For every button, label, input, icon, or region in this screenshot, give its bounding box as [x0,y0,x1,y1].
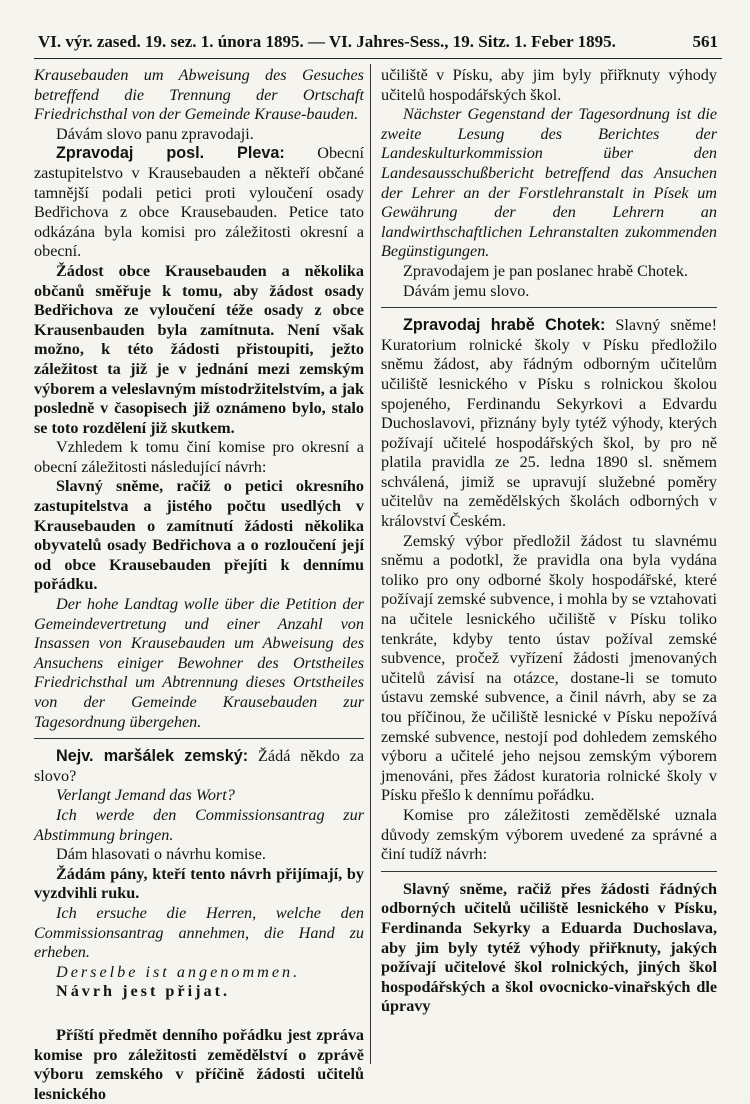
paragraph [381,105,717,262]
column-divider [370,64,371,1064]
paragraph-text: Ich ersuche die Herren, welche den Commissionsantrag annehmen, die Hand zu erheben. [34,903,364,962]
section-separator [381,871,717,872]
section-separator [34,738,364,739]
paragraph [34,66,364,125]
paragraph [381,66,717,105]
paragraph [34,904,364,963]
paragraph-text: Verlangt Jemand das Wort? [56,786,235,805]
paragraph-text: Obecní zastupitelstvo v Krausebauden a někteří občané tamnější podali petici proti vyloučení osady Bedřichova z obce Krausebauden. Petice tato odkázána byla komisi pro záležitosti okresní a obecní. [34,144,364,261]
paragraph-text: Der hohe Landtag wolle über die Petition der Gemeindevertretung und einer Anzahl von Insassen von Krausebauden um Abweisung des Ansuchens einiger Bewohner des Ortstheiles Friedrichsthal um Abtrennung dieses Ortstheiles von der Gemeinde Krausebauden zur Tagesordnung übergehen. [34,595,364,731]
paragraph [34,438,364,477]
paragraph-text: Vzhledem k tomu činí komise pro okresní a obecní záležitosti následující návrh: [34,438,364,476]
paragraph [34,125,364,145]
paragraph-text: Žádám pány, kteří tento návrh přijímají, by vyzdvihli ruku. [34,864,364,903]
paragraph [34,806,364,845]
paragraph [34,262,364,438]
paragraph-text: Slavný sněme, račiž přes žádosti řádných odborných učitelů učiliště lesnického v Písku, Ferdinanda Sekyrky a Eduarda Duchoslava, aby jim byly tytéž výhody přiřknuty, jakých požívají učitelové škol rolnických, jiných škol hospodářských a škol ovocnicko-vinařských dle úpravy [381,879,717,1016]
paragraph-text: Žádost obce Krausebauden a několika občanů směřuje k tomu, aby žádost osady Bedřichova ze vyloučení téže osady z obce Krausenbauden byla zamítnuta. Není však možno, k této žádosti přistoupiti, ježto záležitost ta již je v jednání mezi zemským výborem a veleslavným místodržitelstvím, a jak posledně v časopisech již oznámeno bylo, stalo se toto rozdělení již skutkem. [34,261,364,437]
header-rule [34,58,722,59]
paragraph-text: Návrh jest přijat. [56,982,231,1001]
left-column [34,66,364,1104]
paragraph [381,532,717,806]
paragraph-text: Žádá někdo za slovo? [34,747,365,785]
paragraph-text: Slavný sněme! Kuratorium rolnické školy v Písku předložilo sněmu žádost, aby řádným odborným učitelům učiliště lesnického v Písku s rolnickou školou spojeného, Ferdinandu Sekyrkovi a Edvardu Duchoslavovi, přiznány byly tytéž výhody, kterých požívají učitelé hospodářských škol, by pro ně platila pravidla ze 25. ledna 1890 sl. sněmem schválená, jimiž se upravují služebné poměry učitelův na zemědělských školách odborných v království Českém. [381,316,717,531]
section-separator [381,307,717,308]
paragraph-text: Příští předmět denního pořádku jest zpráva komise pro záležitosti zemědělství o zprávě výboru zemského v příčině žádosti učitelů lesnického [34,1025,364,1103]
paragraph [34,786,364,806]
speaker-name: Nejv. maršálek zemský: [56,747,249,766]
paragraph-text: Ich werde den Commissionsantrag zur Abstimmung bringen. [34,805,364,844]
paragraph-text: Krausebauden um Abweisung des Gesuches betreffend die Trennung der Ortschaft Friedrichsthal von der Gemeinde Krause-bauden. [34,66,364,124]
paragraph-text: Dám hlasovati o návrhu komise. [56,845,266,864]
paragraph-text: Komise pro záležitosti zemědělské uznala důvody zemským výborem uvedené za správné a činí tudíž návrh: [381,805,717,864]
paragraph [381,806,717,865]
paragraph-text: Dávám jemu slovo. [403,281,530,300]
right-column [381,66,717,1017]
paragraph-text: Dávám slovo panu zpravodaji. [56,124,254,143]
paragraph [34,747,364,786]
page-header [38,32,718,56]
speaker-name: Zpravodaj hrabě Chotek: [403,316,606,335]
paragraph [34,845,364,865]
paragraph [381,262,717,282]
paragraph [381,880,717,1017]
paragraph [34,982,364,1002]
paragraph [34,477,364,595]
paragraph [34,144,364,262]
paragraph-text: Nächster Gegenstand der Tagesordnung ist die zweite Lesung des Berichtes der Landeskulturkommission über den Landesausschußbericht betreffend das Ansuchen der Lehrer an der Forstlehranstalt in Písek um Gewährung der den Lehrern an landwirthschaftlichen Lehranstalten zukommenden Begünstigungen. [381,105,717,261]
speaker-name: Zpravodaj posl. Pleva: [56,144,285,163]
paragraph-text: Zemský výbor předložil žádost tu slavnému sněmu a podotkl, že pravidla ona byla vydána toliko pro ony odborné školy hospodářské, které požívají zemské subvence, i mohla by se vztahovati na učitele lesnického učiliště v Písku toliko tenkráte, kdyby tento ústav požíval zemské subvence, pročež vyřízení žádosti jmenovaných učitelů závisí na otázce, dostane-li se tomuto ústavu zemské subvence, a činil návrh, aby se za tou příčinou, že učiliště lesnické v Písku nepožívá zemské subvence, nestojí pod dohledem zemského výboru a učitelé jeho nejsou zemským výborem jmenováni, přes žádost kuratoria rolnické školy v Písku přešlo k dennímu pořádku. [381,531,717,805]
paragraph-text: Zpravodajem je pan poslanec hrabě Chotek. [403,261,688,280]
paragraph-text: Slavný sněme, račiž o petici okresního zastupitelstva a jistého počtu usedlých v Krausebauden o zamítnutí žádosti několika obyvatelů osady Bedřichova a o rozloučení její od obce Krausebauden přejíti k dennímu pořádku. [34,477,364,594]
paragraph [34,1026,364,1104]
page-number: 561 [692,32,718,51]
paragraph-text: učiliště v Písku, aby jim byly přiřknuty výhody učitelů hospodářských škol. [381,66,717,104]
paragraph [34,963,364,983]
paragraph-text: Derselbe ist angenommen. [56,962,301,981]
header-title: VI. výr. zased. 19. sez. 1. února 1895. — VI. Jahres-Sess., 19. Sitz. 1. Feber 1895. [38,32,616,51]
paragraph [381,282,717,302]
paragraph [34,595,364,732]
paragraph [381,316,717,532]
paragraph [34,865,364,904]
